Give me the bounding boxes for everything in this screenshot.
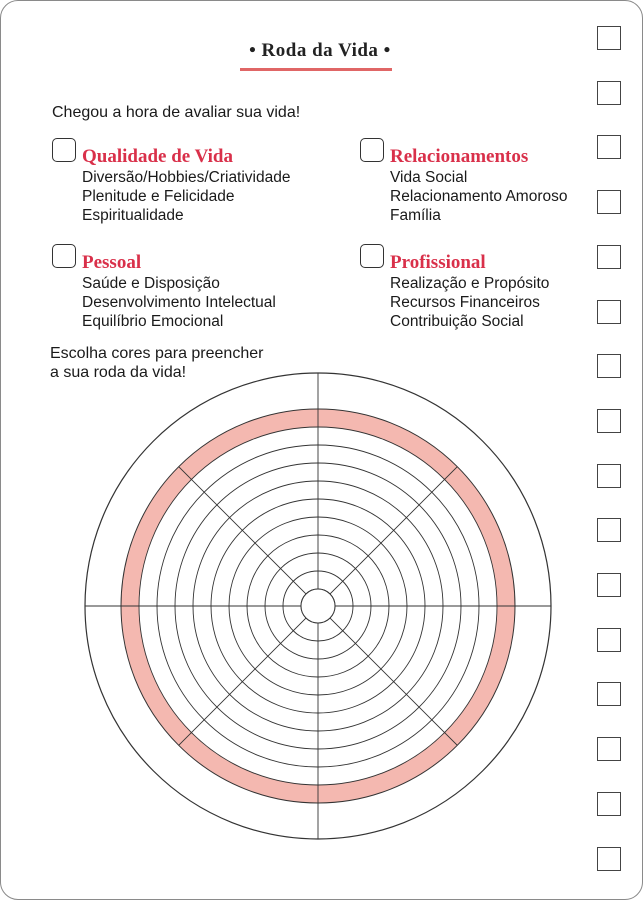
colors-hint-line: Escolha cores para preencher	[50, 345, 264, 362]
side-checkbox[interactable]	[597, 135, 621, 159]
side-checkbox[interactable]	[597, 518, 621, 542]
side-checkbox[interactable]	[597, 628, 621, 652]
section-heading: Qualidade de Vida	[82, 146, 233, 167]
section-item: Equilíbrio Emocional	[82, 313, 224, 330]
side-checkbox[interactable]	[597, 792, 621, 816]
section-item: Saúde e Disposição	[82, 275, 220, 292]
side-checkbox[interactable]	[597, 190, 621, 214]
side-checkbox[interactable]	[597, 409, 621, 433]
side-checkbox[interactable]	[597, 682, 621, 706]
section-item: Plenitude e Felicidade	[82, 188, 235, 205]
section-item: Recursos Financeiros	[390, 294, 540, 311]
page-title: • Roda da Vida •	[249, 40, 391, 61]
section-item: Espiritualidade	[82, 207, 184, 224]
section-item: Relacionamento Amoroso	[390, 188, 568, 205]
section-item: Desenvolvimento Intelectual	[82, 294, 276, 311]
wheel-center	[301, 589, 335, 623]
side-checkbox[interactable]	[597, 300, 621, 324]
side-checkbox[interactable]	[597, 354, 621, 378]
section-item: Diversão/Hobbies/Criatividade	[82, 169, 291, 186]
side-checkbox[interactable]	[597, 464, 621, 488]
section-item: Realização e Propósito	[390, 275, 550, 292]
side-checkbox[interactable]	[597, 81, 621, 105]
section-heading: Relacionamentos	[390, 146, 529, 167]
side-checkbox[interactable]	[597, 737, 621, 761]
section-item: Vida Social	[390, 169, 468, 186]
section-item: Família	[390, 207, 441, 224]
intro-text: Chegou a hora de avaliar sua vida!	[52, 104, 301, 121]
side-checkbox[interactable]	[597, 26, 621, 50]
section-heading: Profissional	[390, 252, 486, 273]
colors-hint-line: a sua roda da vida!	[50, 364, 187, 381]
side-checkbox[interactable]	[597, 847, 621, 871]
side-checkbox[interactable]	[597, 245, 621, 269]
section-item: Contribuição Social	[390, 313, 524, 330]
side-checkbox[interactable]	[597, 573, 621, 597]
section-heading: Pessoal	[82, 252, 142, 273]
